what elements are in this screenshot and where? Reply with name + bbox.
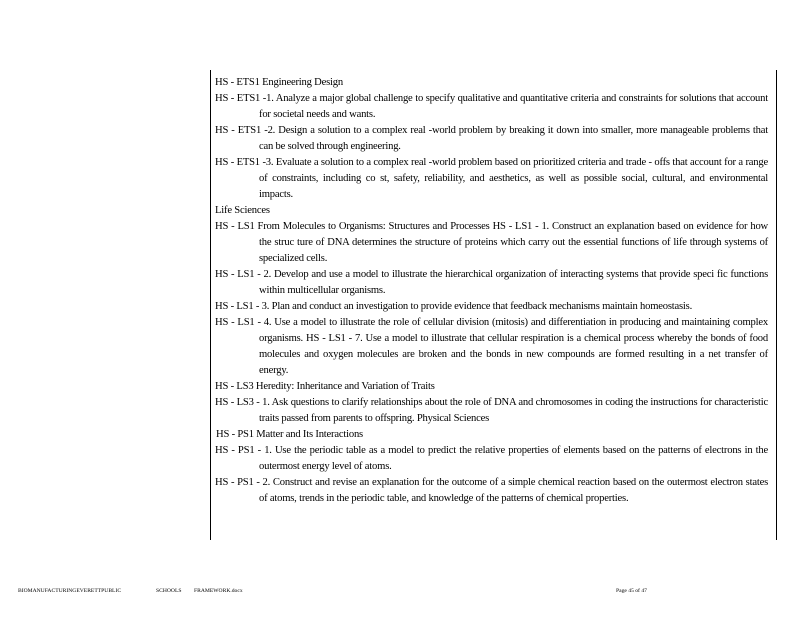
standard-ls1-4: HS - LS1 - 4. Use a model to illustrate the role of cellular division (mitosis) and differentiation in producing and maintaining complex organisms. HS - LS1 - 7. Use a model to illustrate that cellular respiration is a chemical process whereby the bonds of food molecules and oxygen molecules are broken and the bonds in new compounds are formed resulting in a net transfer of energy. — [215, 317, 768, 376]
footer-page-number: Page 45 of 47 — [616, 588, 647, 594]
right-border-line — [776, 70, 777, 540]
standards-list — [215, 75, 768, 507]
left-border-line — [210, 70, 211, 540]
standard-ets1-2: HS - ETS1 -2. Design a solution to a complex real -world problem by breaking it down into smaller, more manageable problems that can be solved through engineering. — [215, 125, 768, 152]
section-heading-ps1: HS - PS1 Matter and Its Interactions — [216, 429, 363, 440]
section-heading-life-sciences: Life Sciences — [215, 205, 270, 216]
standard-ls1-2: HS - LS1 - 2. Develop and use a model to illustrate the hierarchical organization of interacting systems that provide speci fic functions within multicellular organisms. — [215, 269, 768, 296]
footer-framework: FRAMEWORK.docx — [194, 588, 243, 594]
section-heading-ets1: HS - ETS1 Engineering Design — [215, 77, 343, 88]
footer-document-name: BIOMANUFACTURINGEVERETTPUBLIC — [18, 588, 122, 594]
page-footer — [0, 585, 800, 597]
standard-ets1-1: HS - ETS1 -1. Analyze a major global challenge to specify qualitative and quantitative criteria and constraints for solutions that account for societal needs and wants. — [215, 93, 768, 120]
standard-ps1-2: HS - PS1 - 2. Construct and revise an explanation for the outcome of a simple chemical reaction based on the outermost electron states of atoms, trends in the periodic table, and knowledge of the patterns of chemical properties. — [215, 477, 768, 504]
standard-ls1-1: HS - LS1 From Molecules to Organisms: Structures and Processes HS - LS1 - 1. Construct an explanation based on evidence for how the struc ture of DNA determines the structure of proteins which carry out the essential functions of life through systems of specialized cells. — [215, 221, 768, 264]
section-heading-ls3: HS - LS3 Heredity: Inheritance and Variation of Traits — [215, 381, 435, 392]
standard-ls3-1: HS - LS3 - 1. Ask questions to clarify relationships about the role of DNA and chromosomes in coding the instructions for characteristic traits passed from parents to offspring. Physical Sciences — [215, 397, 768, 424]
standard-ets1-3: HS - ETS1 -3. Evaluate a solution to a complex real -world problem based on prioritized criteria and trade - offs that account for a range of constraints, including co st, safety, reliability, and aesthetics, as well as possible social, cultural, and environmental impacts. — [215, 157, 768, 200]
footer-schools: SCHOOLS — [156, 588, 182, 594]
standard-ps1-1: HS - PS1 - 1. Use the periodic table as a model to predict the relative properties of elements based on the patterns of electrons in the outermost energy level of atoms. — [215, 445, 768, 472]
standard-ls1-3: HS - LS1 - 3. Plan and conduct an investigation to provide evidence that feedback mechanisms maintain homeostasis. — [215, 301, 693, 312]
